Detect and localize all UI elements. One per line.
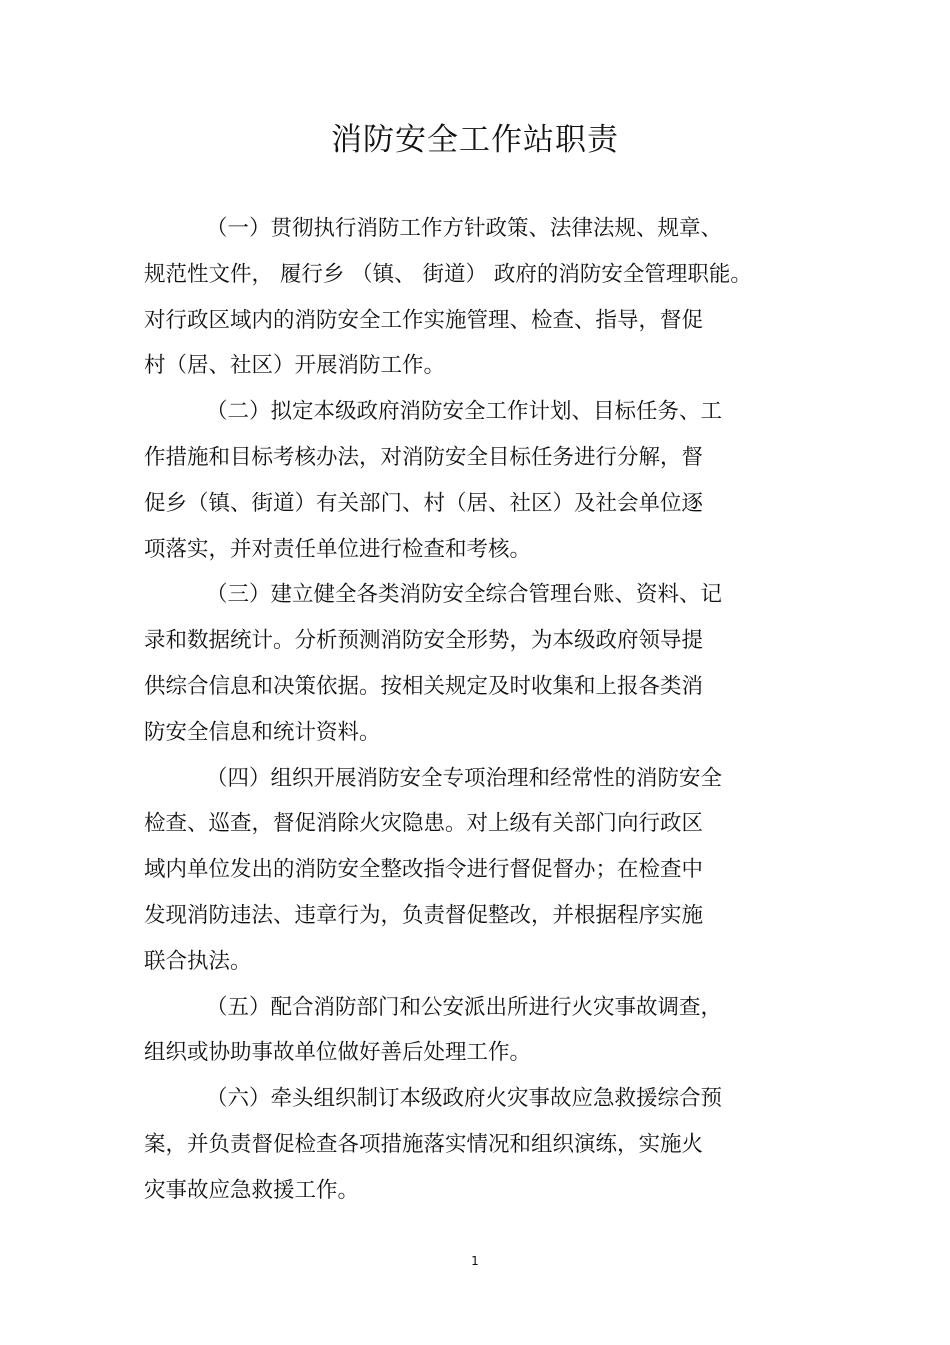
paragraph-line: 防安全信息和统计资料。 [144,719,381,745]
page-title: 消防安全工作站职责 [331,122,619,158]
paragraph-line: 供综合信息和决策依据。按相关规定及时收集和上报各类消 [144,673,704,699]
page-number: 1 [471,1254,479,1268]
paragraph-line: 发现消防违法、违章行为，负责督促整改，并根据程序实施 [144,902,704,928]
paragraph-line: 作措施和目标考核办法，对消防安全目标任务进行分解，督 [144,444,704,470]
paragraph-line: 促乡（镇、街道）有关部门、村（居、社区）及社会单位逐 [144,490,704,516]
paragraph-line: 对行政区域内的消防安全工作实施管理、检查、指导，督促 [144,307,704,333]
paragraph-6 [144,1076,784,1213]
document-body [144,206,784,1214]
paragraph-line: 灾事故应急救援工作。 [144,1177,360,1203]
paragraph-1 [144,206,784,389]
paragraph-line: （二）拟定本级政府消防安全工作计划、目标任务、工 [206,399,723,425]
paragraph-line: （四）组织开展消防安全专项治理和经常性的消防安全 [206,765,723,791]
paragraph-line: （五）配合消防部门和公安派出所进行火灾事故调查， [206,994,723,1020]
paragraph-5 [144,985,784,1077]
paragraph-line: 项落实，并对责任单位进行检查和考核。 [144,536,532,562]
paragraph-line: 案，并负责督促检查各项措施落实情况和组织演练，实施火 [144,1131,704,1157]
paragraph-line: （三）建立健全各类消防安全综合管理台账、资料、记 [206,582,723,608]
paragraph-line: 检查、巡查，督促消除火灾隐患。对上级有关部门向行政区 [144,811,704,837]
paragraph-line: 联合执法。 [144,948,252,974]
paragraph-3 [144,572,784,755]
paragraph-2 [144,389,784,572]
paragraph-line: 录和数据统计。分析预测消防安全形势，为本级政府领导提 [144,628,704,654]
paragraph-line: 组织或协助事故单位做好善后处理工作。 [144,1040,532,1066]
paragraph-line: （一）贯彻执行消防工作方针政策、法律法规、规章、 [206,216,723,241]
paragraph-line: 域内单位发出的消防安全整改指令进行督促督办；在检查中 [144,857,704,883]
paragraph-4 [144,756,784,985]
paragraph-line: 村（居、社区）开展消防工作。 [144,353,446,379]
paragraph-line: （六）牵头组织制订本级政府火灾事故应急救援综合预 [206,1086,723,1112]
paragraph-line: 规范性文件， 履行乡 （镇、 街道） 政府的消防安全管理职能。 [144,261,752,287]
